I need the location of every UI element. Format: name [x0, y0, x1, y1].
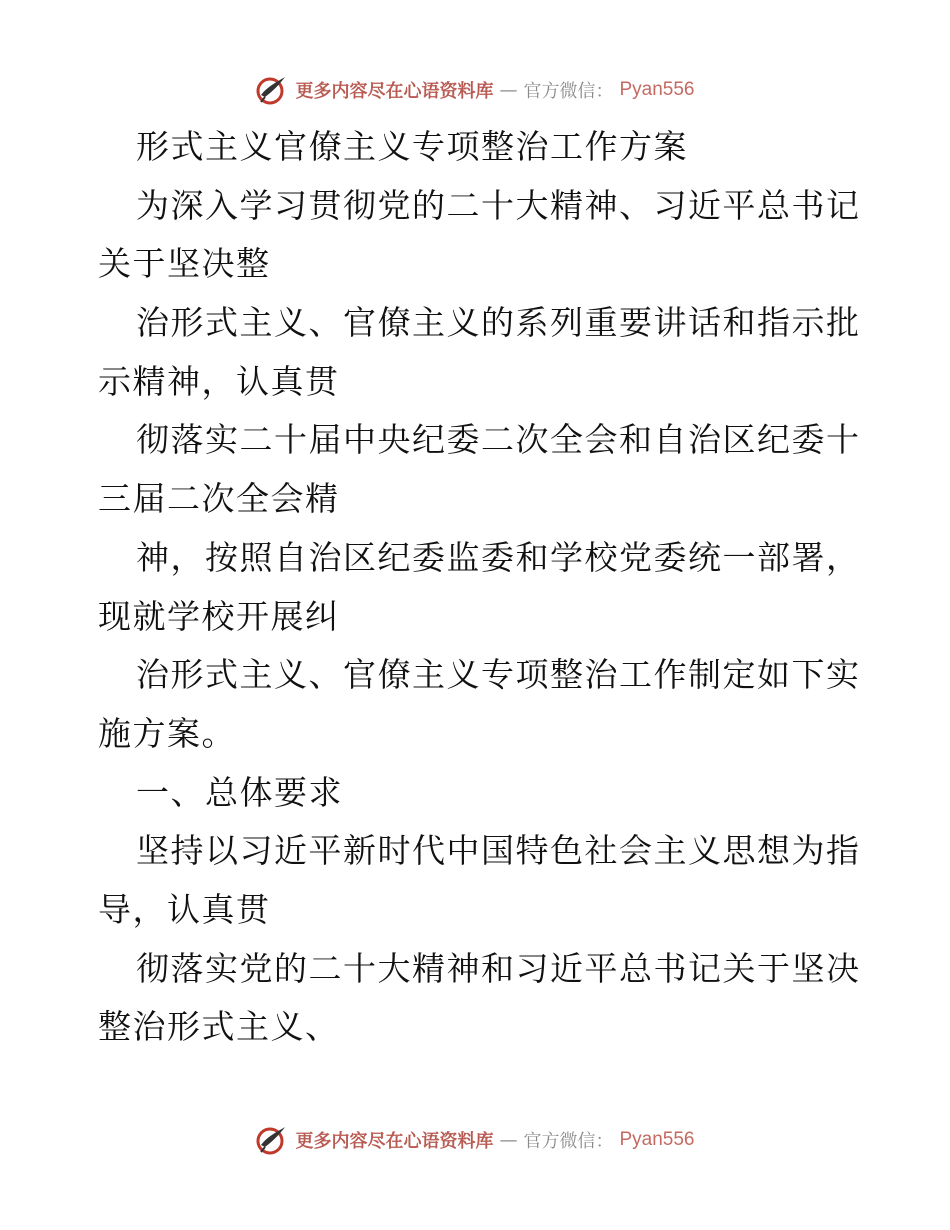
watermark-separator: —: [499, 79, 518, 101]
watermark-site-text: 更多内容尽在心语资料库: [295, 81, 494, 102]
paragraph-line: 治形式主义、官僚主义专项整治工作制定如下实: [136, 655, 861, 695]
section-heading: 一、总体要求: [136, 772, 343, 812]
paragraph-line: 为深入学习贯彻党的二十大精神、习近平总书记: [136, 185, 861, 225]
watermark-wechat-label: 官方微信：: [523, 81, 614, 102]
watermark-wechat-id: Pyan556: [619, 1129, 695, 1150]
paragraph-line: 彻落实二十届中央纪委二次全会和自治区纪委十: [136, 420, 861, 460]
document-body: [98, 118, 861, 1057]
paragraph-line: 彻落实党的二十大精神和习近平总书记关于坚决: [136, 948, 861, 988]
document-title: 形式主义官僚主义专项整治工作方案: [136, 127, 688, 166]
paragraph-line: 导，认真贯: [98, 889, 271, 929]
paragraph-line: 现就学校开展纠: [98, 596, 340, 636]
paragraph-line: 整治形式主义、: [98, 1007, 340, 1047]
paragraph-line: 示精神，认真贯: [98, 361, 340, 401]
watermark-separator: —: [499, 1129, 518, 1151]
paragraph-line: 坚持以习近平新时代中国特色社会主义思想为指: [136, 831, 861, 871]
footer-watermark: [0, 1120, 950, 1160]
paragraph-line: 施方案。: [98, 713, 236, 753]
quill-pen-logo-icon: [255, 73, 289, 107]
watermark-wechat-label: 官方微信：: [523, 1131, 614, 1152]
paragraph-line: 神，按照自治区纪委监委和学校党委统一部署，: [136, 537, 861, 577]
header-watermark: [0, 70, 950, 110]
paragraph-line: 关于坚决整: [98, 244, 271, 284]
paragraph-line: 三届二次全会精: [98, 479, 340, 519]
watermark-site-text: 更多内容尽在心语资料库: [295, 1131, 494, 1152]
watermark-wechat-id: Pyan556: [619, 79, 695, 100]
paragraph-line: 治形式主义、官僚主义的系列重要讲话和指示批: [136, 303, 861, 343]
quill-pen-logo-icon: [255, 1123, 289, 1157]
